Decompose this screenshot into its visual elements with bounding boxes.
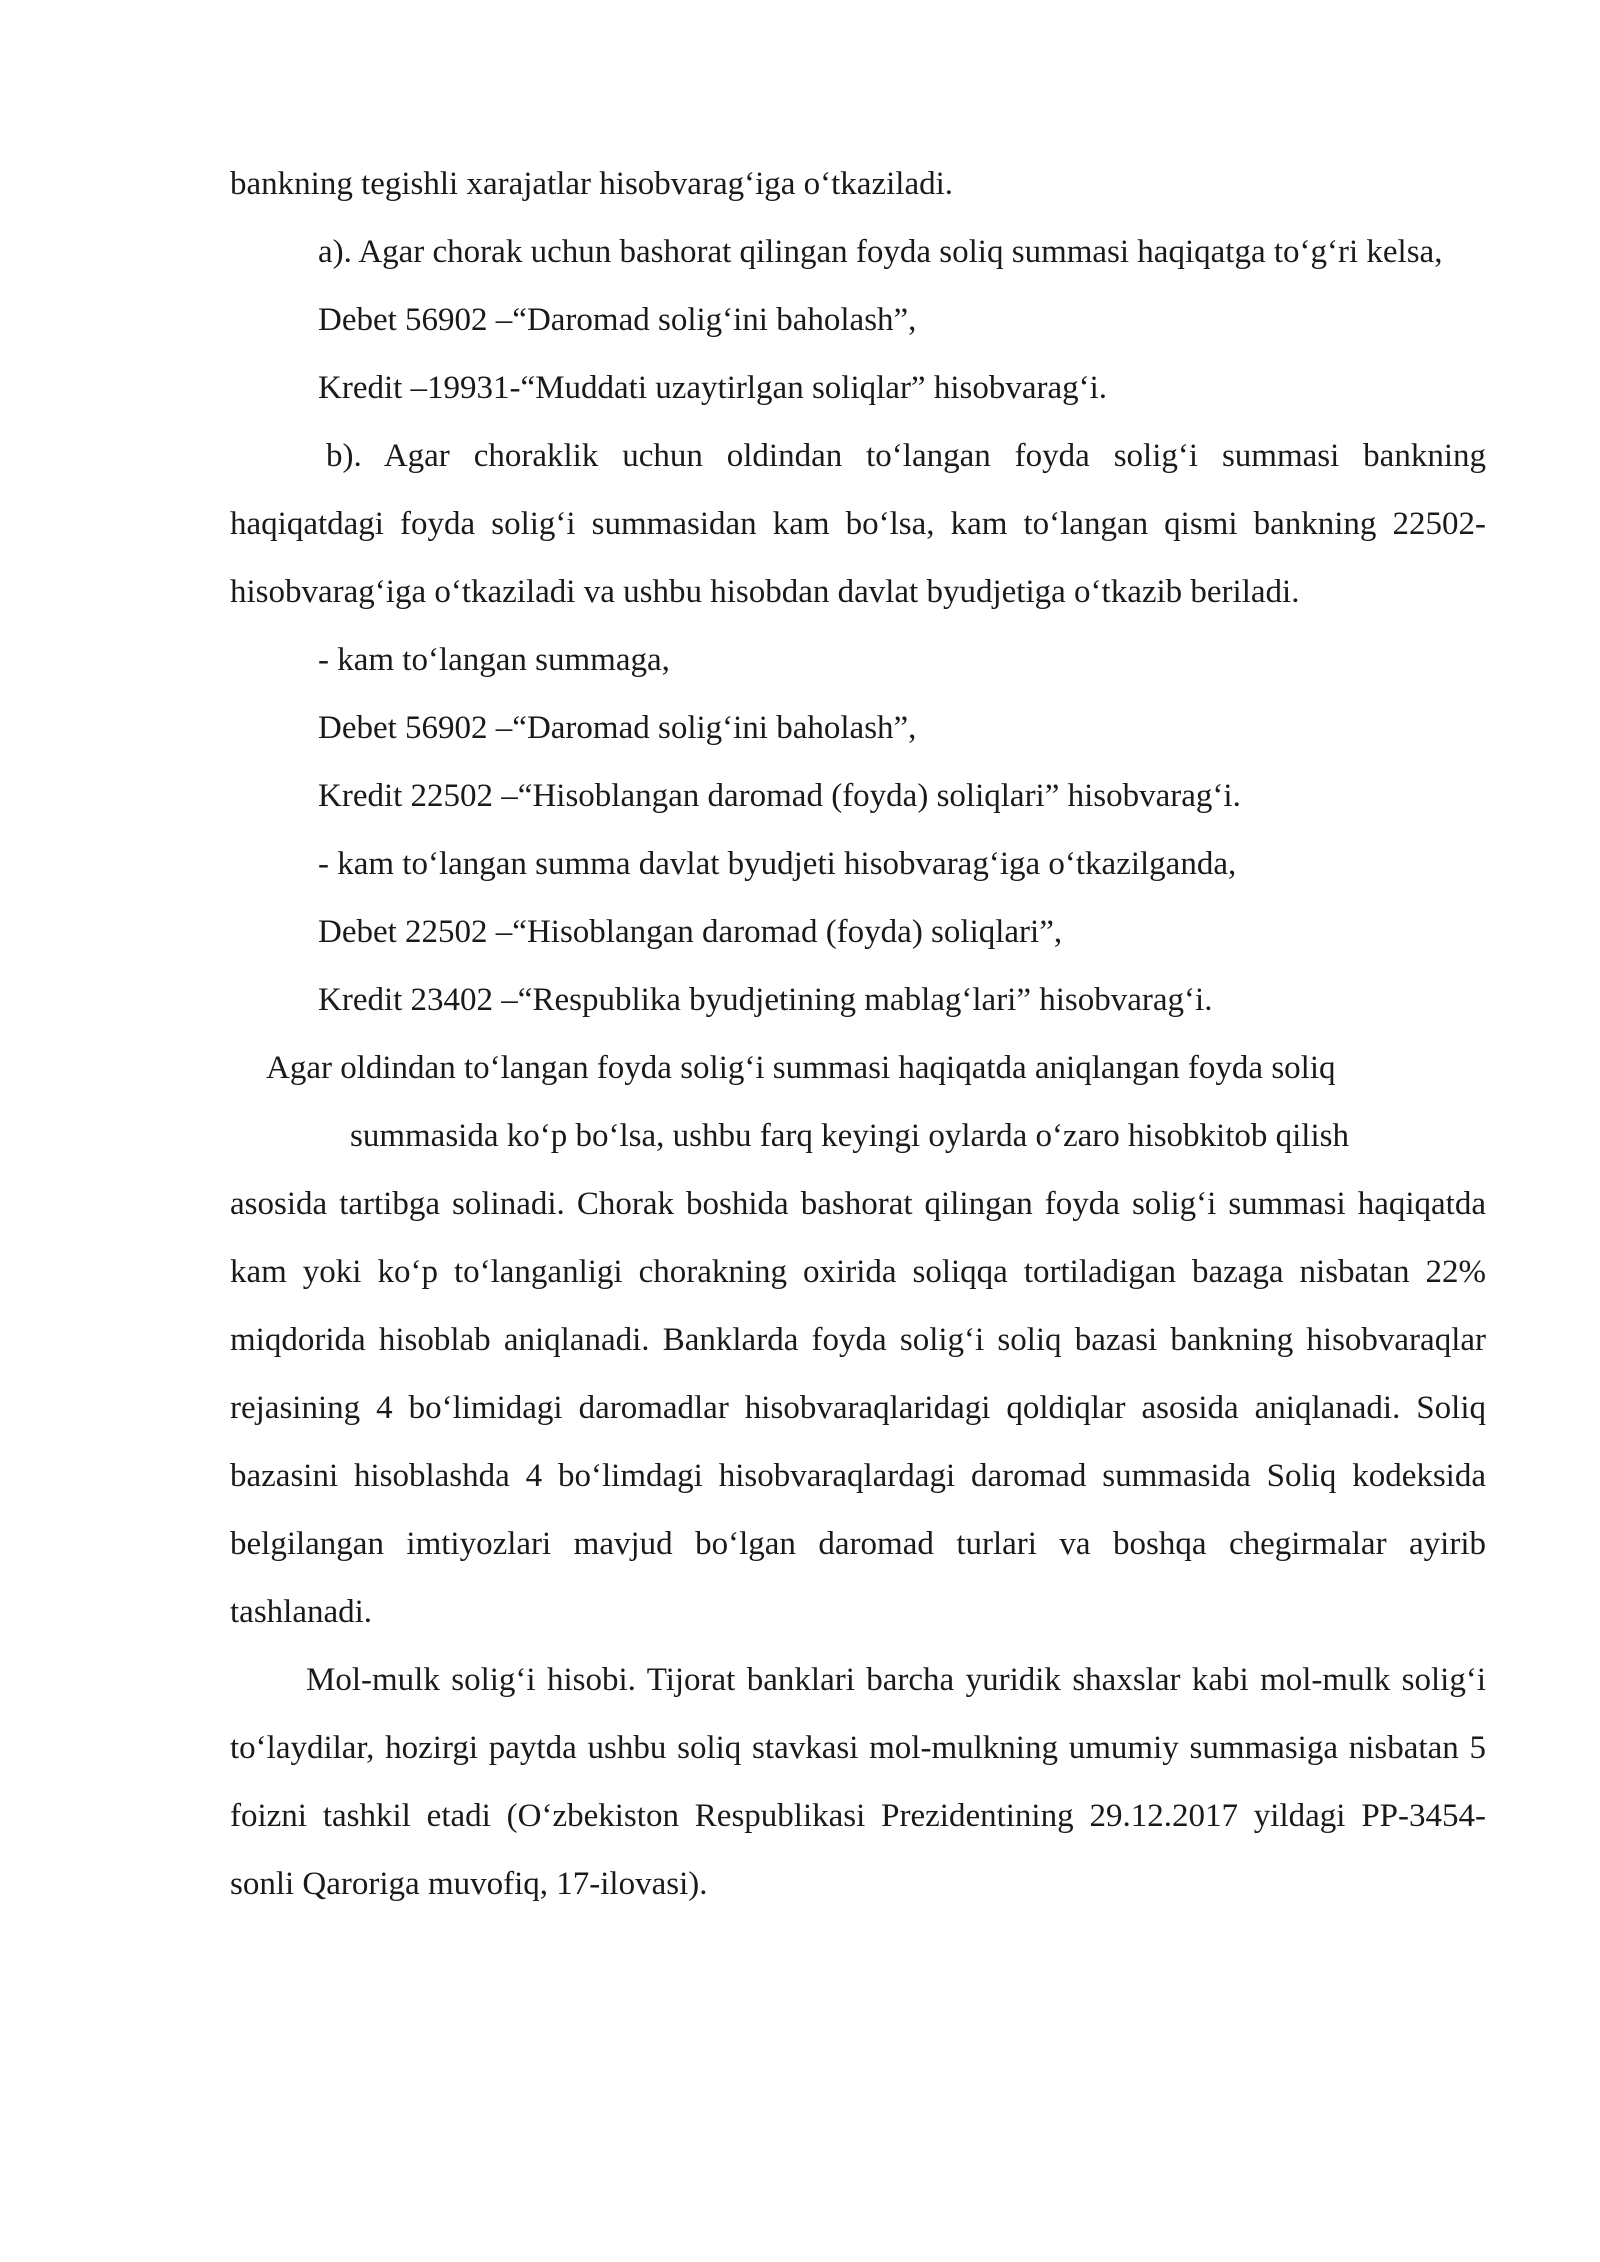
entry-credit-22502: Kredit 22502 –“Hisoblangan daromad (foyda) soliqlari” hisobvarag‘i. <box>318 778 1241 814</box>
paragraph-overpaid-line2: summasida ko‘p bo‘lsa, ushbu farq keyingi oylarda o‘zaro hisobkitob qilish <box>350 1118 1349 1154</box>
entry-debit-56902-b: Debet 56902 –“Daromad solig‘ini baholash”, <box>318 710 917 746</box>
document-page <box>230 150 1486 1918</box>
entry-underpaid-label: - kam to‘langan summaga, <box>318 642 670 678</box>
paragraph-tax-base: asosida tartibga solinadi. Chorak boshida bashorat qilingan foyda solig‘i summasi haqiqatda kam yoki ko‘p to‘langanligi chorakning oxirida soliqqa tortiladigan bazaga nisbatan 22% miqdorida hisoblab aniqlanadi. Banklarda foyda solig‘i soliq bazasi bankning hisobvaraqlar rejasining 4 bo‘limidagi daromadlar hisobvaraqlaridagi qoldiqlar asosida aniqlanadi. Soliq bazasini hisoblashda 4 bo‘limdagi hisobvaraqlardagi daromad summasida Soliq kodeksida belgilangan imtiyozlari mavjud bo‘lgan daromad turlari va boshqa chegirmalar ayirib tashlanadi. <box>230 1186 1486 1630</box>
paragraph-overpaid-line1: Agar oldindan to‘langan foyda solig‘i summasi haqiqatda aniqlangan foyda soliq <box>266 1050 1336 1086</box>
paragraph-continuation: bankning tegishli xarajatlar hisobvarag‘iga o‘tkaziladi. <box>230 166 954 202</box>
entry-debit-56902: Debet 56902 –“Daromad solig‘ini baholash”, <box>318 302 917 338</box>
entry-transfer-label: - kam to‘langan summa davlat byudjeti hisobvarag‘iga o‘tkazilganda, <box>318 846 1237 882</box>
paragraph-case-b: b). Agar choraklik uchun oldindan to‘langan foyda solig‘i summasi bankning haqiqatdagi foyda solig‘i summasidan kam bo‘lsa, kam to‘langan qismi bankning 22502- hisobvarag‘iga o‘tkaziladi va ushbu hisobdan davlat byudjetiga o‘tkazib beriladi. <box>230 438 1486 610</box>
entry-debit-22502: Debet 22502 –“Hisoblangan daromad (foyda) soliqlari”, <box>318 914 1063 950</box>
paragraph-case-a: a). Agar chorak uchun bashorat qilingan foyda soliq summasi haqiqatga to‘g‘ri kelsa, <box>318 234 1443 270</box>
paragraph-property-tax: Mol-mulk solig‘i hisobi. Tijorat banklari barcha yuridik shaxslar kabi mol-mulk solig‘i to‘laydilar, hozirgi paytda ushbu soliq stavkasi mol-mulkning umumiy summasiga nisbatan 5 foizni tashkil etadi (O‘zbekiston Respublikasi Prezidentining 29.12.2017 yildagi PP-3454-sonli Qaroriga muvofiq, 17-ilovasi). <box>230 1662 1486 1902</box>
entry-credit-23402: Kredit 23402 –“Respublika byudjetining mablag‘lari” hisobvarag‘i. <box>318 982 1213 1018</box>
entry-credit-19931: Kredit –19931-“Muddati uzaytirlgan soliqlar” hisobvarag‘i. <box>318 370 1108 406</box>
